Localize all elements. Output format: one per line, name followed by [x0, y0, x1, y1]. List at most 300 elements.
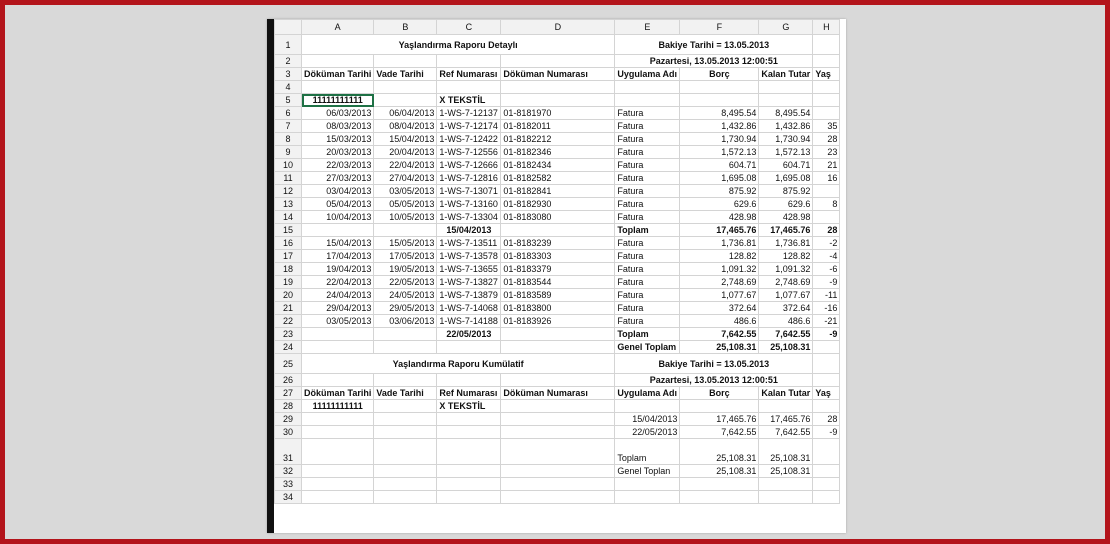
row-number[interactable]: 22 — [275, 315, 302, 328]
data-cell[interactable]: Fatura — [615, 276, 680, 289]
data-cell[interactable]: 29/05/2013 — [374, 302, 437, 315]
cell[interactable] — [501, 55, 615, 68]
grand-total-label[interactable]: Genel Toplam — [615, 341, 680, 354]
total-yas[interactable]: 28 — [813, 224, 840, 237]
data-cell[interactable]: 10/05/2013 — [374, 211, 437, 224]
data-cell[interactable]: 428.98 — [680, 211, 759, 224]
cell[interactable] — [501, 400, 615, 413]
row-number[interactable]: 33 — [275, 478, 302, 491]
cell[interactable] — [501, 439, 615, 465]
cumulative-total-label[interactable]: Toplam — [615, 439, 680, 465]
cell[interactable] — [813, 465, 840, 478]
cell[interactable] — [615, 400, 680, 413]
cumulative-borc[interactable]: 7,642.55 — [680, 426, 759, 439]
row-number[interactable]: 24 — [275, 341, 302, 354]
cell[interactable] — [437, 413, 501, 426]
data-cell[interactable]: 1-WS-7-13578 — [437, 250, 501, 263]
row-number[interactable]: 19 — [275, 276, 302, 289]
cell[interactable] — [813, 35, 840, 55]
data-cell[interactable]: Fatura — [615, 289, 680, 302]
data-cell[interactable]: -4 — [813, 250, 840, 263]
row-number[interactable]: 9 — [275, 146, 302, 159]
cell[interactable] — [302, 426, 374, 439]
data-cell[interactable]: 24/04/2013 — [302, 289, 374, 302]
data-cell[interactable]: 128.82 — [759, 250, 813, 263]
cumulative-yas[interactable]: -9 — [813, 426, 840, 439]
balance-date[interactable]: Bakiye Tarihi = 13.05.2013 — [615, 35, 813, 55]
data-cell[interactable]: 8 — [813, 198, 840, 211]
row-number[interactable]: 2 — [275, 55, 302, 68]
header-cell[interactable]: Vade Tarihi — [374, 68, 437, 81]
data-cell[interactable]: Fatura — [615, 211, 680, 224]
data-cell[interactable]: 19/05/2013 — [374, 263, 437, 276]
data-cell[interactable]: 629.6 — [759, 198, 813, 211]
data-cell[interactable]: 428.98 — [759, 211, 813, 224]
data-cell[interactable]: 8,495.54 — [759, 107, 813, 120]
cell[interactable] — [437, 439, 501, 465]
data-cell[interactable]: 1-WS-7-13071 — [437, 185, 501, 198]
row-number[interactable]: 13 — [275, 198, 302, 211]
cell[interactable] — [680, 400, 759, 413]
header-cell[interactable]: Ref Numarası — [437, 387, 501, 400]
row-number[interactable]: 17 — [275, 250, 302, 263]
cell[interactable] — [615, 491, 680, 504]
header-cell[interactable]: Uygulama Adı — [615, 68, 680, 81]
data-cell[interactable]: Fatura — [615, 172, 680, 185]
data-cell[interactable]: 22/05/2013 — [374, 276, 437, 289]
data-cell[interactable]: 22/04/2013 — [374, 159, 437, 172]
header-cell[interactable]: Döküman Numarası — [501, 68, 615, 81]
cell[interactable] — [680, 478, 759, 491]
data-cell[interactable]: 1,736.81 — [680, 237, 759, 250]
data-cell[interactable]: 05/04/2013 — [302, 198, 374, 211]
data-cell[interactable]: -11 — [813, 289, 840, 302]
cell[interactable] — [813, 81, 840, 94]
header-cell[interactable]: Yaş — [813, 68, 840, 81]
data-cell[interactable]: 01-8182841 — [501, 185, 615, 198]
cell[interactable] — [759, 94, 813, 107]
data-cell[interactable] — [813, 107, 840, 120]
header-cell[interactable]: Vade Tarihi — [374, 387, 437, 400]
data-cell[interactable]: 1-WS-7-12137 — [437, 107, 501, 120]
account-name[interactable]: X TEKSTİL — [437, 94, 501, 107]
data-cell[interactable]: 27/04/2013 — [374, 172, 437, 185]
cell[interactable] — [302, 328, 374, 341]
data-cell[interactable]: 01-8182011 — [501, 120, 615, 133]
row-number[interactable]: 34 — [275, 491, 302, 504]
data-cell[interactable]: 01-8183800 — [501, 302, 615, 315]
data-cell[interactable]: 1,432.86 — [680, 120, 759, 133]
row-number[interactable]: 16 — [275, 237, 302, 250]
cumulative-grand-label[interactable]: Genel Toplan — [615, 465, 680, 478]
data-cell[interactable]: 1-WS-7-13879 — [437, 289, 501, 302]
grand-total-borc[interactable]: 25,108.31 — [680, 341, 759, 354]
data-cell[interactable]: 486.6 — [680, 315, 759, 328]
header-cell[interactable]: Borç — [680, 387, 759, 400]
data-cell[interactable]: -16 — [813, 302, 840, 315]
balance-date[interactable]: Bakiye Tarihi = 13.05.2013 — [615, 354, 813, 374]
data-cell[interactable]: 22/03/2013 — [302, 159, 374, 172]
data-cell[interactable]: 01-8183926 — [501, 315, 615, 328]
cell[interactable] — [813, 400, 840, 413]
data-cell[interactable]: 1-WS-7-12174 — [437, 120, 501, 133]
cell[interactable] — [302, 413, 374, 426]
cell[interactable] — [501, 328, 615, 341]
data-cell[interactable]: 1,695.08 — [759, 172, 813, 185]
header-cell[interactable]: Döküman Tarihi — [302, 387, 374, 400]
data-cell[interactable]: -9 — [813, 276, 840, 289]
header-cell[interactable]: Döküman Numarası — [501, 387, 615, 400]
row-number[interactable]: 31 — [275, 439, 302, 465]
data-cell[interactable]: 1-WS-7-12422 — [437, 133, 501, 146]
cell[interactable] — [302, 55, 374, 68]
report-datetime[interactable]: Pazartesi, 13.05.2013 12:00:51 — [615, 55, 813, 68]
row-number[interactable]: 30 — [275, 426, 302, 439]
cell[interactable] — [615, 478, 680, 491]
data-cell[interactable]: -2 — [813, 237, 840, 250]
row-number[interactable]: 8 — [275, 133, 302, 146]
column-header[interactable]: F — [680, 20, 759, 35]
data-cell[interactable]: 27/03/2013 — [302, 172, 374, 185]
row-number[interactable]: 18 — [275, 263, 302, 276]
data-cell[interactable]: Fatura — [615, 159, 680, 172]
cell[interactable] — [501, 413, 615, 426]
row-number[interactable]: 21 — [275, 302, 302, 315]
report-title[interactable]: Yaşlandırma Raporu Detaylı — [302, 35, 615, 55]
data-cell[interactable]: 01-8183080 — [501, 211, 615, 224]
column-header[interactable]: C — [437, 20, 501, 35]
data-cell[interactable]: 20/03/2013 — [302, 146, 374, 159]
row-number[interactable]: 6 — [275, 107, 302, 120]
data-cell[interactable]: 10/04/2013 — [302, 211, 374, 224]
data-cell[interactable]: 2,748.69 — [759, 276, 813, 289]
data-cell[interactable]: 2,748.69 — [680, 276, 759, 289]
data-cell[interactable]: 06/03/2013 — [302, 107, 374, 120]
data-cell[interactable]: 35 — [813, 120, 840, 133]
data-cell[interactable]: 1,091.32 — [680, 263, 759, 276]
data-cell[interactable]: -6 — [813, 263, 840, 276]
data-cell[interactable]: 01-8182212 — [501, 133, 615, 146]
data-cell[interactable]: 1,432.86 — [759, 120, 813, 133]
data-cell[interactable]: 604.71 — [759, 159, 813, 172]
cumulative-yas[interactable]: 28 — [813, 413, 840, 426]
total-label[interactable]: Toplam — [615, 224, 680, 237]
cell[interactable] — [501, 491, 615, 504]
data-cell[interactable]: 01-8183544 — [501, 276, 615, 289]
data-cell[interactable]: 1-WS-7-13511 — [437, 237, 501, 250]
data-cell[interactable]: 01-8182434 — [501, 159, 615, 172]
header-cell[interactable]: Yaş — [813, 387, 840, 400]
cumulative-total-borc[interactable]: 25,108.31 — [680, 439, 759, 465]
column-header[interactable]: H — [813, 20, 840, 35]
cumulative-kalan[interactable]: 17,465.76 — [759, 413, 813, 426]
data-cell[interactable]: 1,736.81 — [759, 237, 813, 250]
cell[interactable] — [374, 426, 437, 439]
data-cell[interactable]: 128.82 — [680, 250, 759, 263]
data-cell[interactable]: 1,695.08 — [680, 172, 759, 185]
header-cell[interactable]: Kalan Tutar — [759, 387, 813, 400]
data-cell[interactable]: 03/05/2013 — [302, 315, 374, 328]
cell[interactable] — [302, 465, 374, 478]
cell[interactable] — [680, 491, 759, 504]
data-cell[interactable]: 01-8181970 — [501, 107, 615, 120]
cell[interactable] — [374, 478, 437, 491]
data-cell[interactable]: 01-8183303 — [501, 250, 615, 263]
cumulative-borc[interactable]: 17,465.76 — [680, 413, 759, 426]
total-kalan[interactable]: 17,465.76 — [759, 224, 813, 237]
cell[interactable] — [501, 94, 615, 107]
row-number[interactable]: 23 — [275, 328, 302, 341]
data-cell[interactable]: 372.64 — [680, 302, 759, 315]
data-cell[interactable]: Fatura — [615, 198, 680, 211]
row-number[interactable]: 25 — [275, 354, 302, 374]
data-cell[interactable]: 23 — [813, 146, 840, 159]
cell[interactable] — [374, 94, 437, 107]
cell[interactable] — [759, 81, 813, 94]
cell[interactable] — [437, 491, 501, 504]
data-cell[interactable]: 05/05/2013 — [374, 198, 437, 211]
account-code[interactable]: 11111111111 — [302, 94, 374, 107]
cell[interactable] — [302, 81, 374, 94]
cell[interactable] — [437, 55, 501, 68]
data-cell[interactable]: 372.64 — [759, 302, 813, 315]
data-cell[interactable]: 03/06/2013 — [374, 315, 437, 328]
header-cell[interactable]: Uygulama Adı — [615, 387, 680, 400]
cell[interactable] — [374, 224, 437, 237]
total-kalan[interactable]: 7,642.55 — [759, 328, 813, 341]
select-all-corner[interactable] — [275, 20, 302, 35]
data-cell[interactable]: 1,572.13 — [680, 146, 759, 159]
data-cell[interactable]: 604.71 — [680, 159, 759, 172]
row-number[interactable]: 20 — [275, 289, 302, 302]
data-cell[interactable]: 01-8183379 — [501, 263, 615, 276]
column-header[interactable]: B — [374, 20, 437, 35]
column-header[interactable]: G — [759, 20, 813, 35]
data-cell[interactable]: 01-8183589 — [501, 289, 615, 302]
cumulative-title[interactable]: Yaşlandırma Raporu Kumülatif — [302, 354, 615, 374]
row-number[interactable]: 27 — [275, 387, 302, 400]
data-cell[interactable]: 19/04/2013 — [302, 263, 374, 276]
data-cell[interactable]: Fatura — [615, 237, 680, 250]
cell[interactable] — [437, 478, 501, 491]
data-cell[interactable]: 486.6 — [759, 315, 813, 328]
data-cell[interactable]: Fatura — [615, 263, 680, 276]
cumulative-grand-kalan[interactable]: 25,108.31 — [759, 465, 813, 478]
cell[interactable] — [813, 94, 840, 107]
data-cell[interactable] — [813, 185, 840, 198]
data-cell[interactable]: 17/04/2013 — [302, 250, 374, 263]
data-cell[interactable]: 01-8183239 — [501, 237, 615, 250]
row-number[interactable]: 32 — [275, 465, 302, 478]
cell[interactable] — [374, 465, 437, 478]
data-cell[interactable]: 01-8182582 — [501, 172, 615, 185]
data-cell[interactable]: 875.92 — [759, 185, 813, 198]
cell[interactable] — [437, 81, 501, 94]
data-cell[interactable]: 875.92 — [680, 185, 759, 198]
data-cell[interactable]: 06/04/2013 — [374, 107, 437, 120]
header-cell[interactable]: Borç — [680, 68, 759, 81]
cell[interactable] — [813, 341, 840, 354]
cell[interactable] — [501, 478, 615, 491]
cumulative-date[interactable]: 15/04/2013 — [615, 413, 680, 426]
data-cell[interactable]: 1-WS-7-13304 — [437, 211, 501, 224]
cell[interactable] — [374, 341, 437, 354]
cell[interactable] — [615, 81, 680, 94]
header-cell[interactable]: Döküman Tarihi — [302, 68, 374, 81]
account-name[interactable]: X TEKSTİL — [437, 400, 501, 413]
cell[interactable] — [374, 439, 437, 465]
group-date[interactable]: 15/04/2013 — [437, 224, 501, 237]
cumulative-grand-borc[interactable]: 25,108.31 — [680, 465, 759, 478]
data-cell[interactable]: 8,495.54 — [680, 107, 759, 120]
header-cell[interactable]: Ref Numarası — [437, 68, 501, 81]
row-number[interactable]: 4 — [275, 81, 302, 94]
cell[interactable] — [374, 400, 437, 413]
cell[interactable] — [302, 374, 374, 387]
column-header[interactable]: D — [501, 20, 615, 35]
data-cell[interactable]: 1,077.67 — [680, 289, 759, 302]
cell[interactable] — [501, 341, 615, 354]
data-cell[interactable]: Fatura — [615, 185, 680, 198]
group-date[interactable]: 22/05/2013 — [437, 328, 501, 341]
cell[interactable] — [437, 426, 501, 439]
cell[interactable] — [374, 413, 437, 426]
data-cell[interactable]: Fatura — [615, 146, 680, 159]
row-number[interactable]: 12 — [275, 185, 302, 198]
cell[interactable] — [759, 400, 813, 413]
data-cell[interactable]: 1-WS-7-14188 — [437, 315, 501, 328]
cell[interactable] — [302, 439, 374, 465]
data-cell[interactable]: 1,572.13 — [759, 146, 813, 159]
data-cell[interactable]: 629.6 — [680, 198, 759, 211]
data-cell[interactable]: 1-WS-7-13827 — [437, 276, 501, 289]
cumulative-total-kalan[interactable]: 25,108.31 — [759, 439, 813, 465]
cell[interactable] — [374, 81, 437, 94]
cell[interactable] — [615, 94, 680, 107]
data-cell[interactable]: Fatura — [615, 107, 680, 120]
data-cell[interactable]: 1-WS-7-12666 — [437, 159, 501, 172]
cell[interactable] — [374, 328, 437, 341]
cell[interactable] — [302, 341, 374, 354]
account-code[interactable]: 11111111111 — [302, 400, 374, 413]
data-cell[interactable]: Fatura — [615, 250, 680, 263]
data-cell[interactable]: 16 — [813, 172, 840, 185]
data-cell[interactable]: 1-WS-7-14068 — [437, 302, 501, 315]
row-number[interactable]: 26 — [275, 374, 302, 387]
data-cell[interactable]: 15/04/2013 — [374, 133, 437, 146]
cell[interactable] — [501, 81, 615, 94]
data-cell[interactable]: Fatura — [615, 120, 680, 133]
data-cell[interactable]: 1,730.94 — [759, 133, 813, 146]
data-cell[interactable]: Fatura — [615, 133, 680, 146]
row-number[interactable]: 14 — [275, 211, 302, 224]
report-datetime[interactable]: Pazartesi, 13.05.2013 12:00:51 — [615, 374, 813, 387]
row-number[interactable]: 29 — [275, 413, 302, 426]
cell[interactable] — [813, 491, 840, 504]
data-cell[interactable]: 29/04/2013 — [302, 302, 374, 315]
data-cell[interactable]: Fatura — [615, 315, 680, 328]
row-number[interactable]: 5 — [275, 94, 302, 107]
column-header[interactable]: E — [615, 20, 680, 35]
data-cell[interactable]: Fatura — [615, 302, 680, 315]
cell[interactable] — [437, 465, 501, 478]
cell[interactable] — [437, 341, 501, 354]
total-borc[interactable]: 17,465.76 — [680, 224, 759, 237]
total-label[interactable]: Toplam — [615, 328, 680, 341]
data-cell[interactable]: 24/05/2013 — [374, 289, 437, 302]
data-cell[interactable]: 15/03/2013 — [302, 133, 374, 146]
cell[interactable] — [813, 374, 840, 387]
data-cell[interactable]: 28 — [813, 133, 840, 146]
cell[interactable] — [501, 224, 615, 237]
cell[interactable] — [374, 491, 437, 504]
header-cell[interactable]: Kalan Tutar — [759, 68, 813, 81]
data-cell[interactable]: 08/04/2013 — [374, 120, 437, 133]
cell[interactable] — [759, 491, 813, 504]
data-cell[interactable]: 01-8182930 — [501, 198, 615, 211]
cell[interactable] — [680, 81, 759, 94]
row-number[interactable]: 28 — [275, 400, 302, 413]
grand-total-kalan[interactable]: 25,108.31 — [759, 341, 813, 354]
data-cell[interactable]: 03/04/2013 — [302, 185, 374, 198]
data-cell[interactable]: 1-WS-7-13160 — [437, 198, 501, 211]
row-number[interactable]: 11 — [275, 172, 302, 185]
data-cell[interactable]: 03/05/2013 — [374, 185, 437, 198]
data-cell[interactable] — [813, 211, 840, 224]
row-number[interactable]: 1 — [275, 35, 302, 55]
data-cell[interactable]: 08/03/2013 — [302, 120, 374, 133]
data-cell[interactable]: 17/05/2013 — [374, 250, 437, 263]
cell[interactable] — [501, 426, 615, 439]
cell[interactable] — [302, 478, 374, 491]
column-header[interactable]: A — [302, 20, 374, 35]
cell[interactable] — [680, 94, 759, 107]
cell[interactable] — [813, 55, 840, 68]
cell[interactable] — [302, 224, 374, 237]
cell[interactable] — [813, 478, 840, 491]
data-cell[interactable]: -21 — [813, 315, 840, 328]
row-number[interactable]: 10 — [275, 159, 302, 172]
data-cell[interactable]: 1-WS-7-12816 — [437, 172, 501, 185]
data-cell[interactable]: 1,091.32 — [759, 263, 813, 276]
cumulative-kalan[interactable]: 7,642.55 — [759, 426, 813, 439]
data-cell[interactable]: 1,077.67 — [759, 289, 813, 302]
cell[interactable] — [437, 374, 501, 387]
data-cell[interactable]: 20/04/2013 — [374, 146, 437, 159]
row-number[interactable]: 3 — [275, 68, 302, 81]
cell[interactable] — [374, 374, 437, 387]
cell[interactable] — [759, 478, 813, 491]
data-cell[interactable]: 01-8182346 — [501, 146, 615, 159]
data-cell[interactable]: 1-WS-7-13655 — [437, 263, 501, 276]
cell[interactable] — [302, 491, 374, 504]
cell[interactable] — [501, 465, 615, 478]
data-cell[interactable]: 21 — [813, 159, 840, 172]
data-cell[interactable]: 1,730.94 — [680, 133, 759, 146]
data-cell[interactable]: 1-WS-7-12556 — [437, 146, 501, 159]
row-number[interactable]: 7 — [275, 120, 302, 133]
row-number[interactable]: 15 — [275, 224, 302, 237]
cell[interactable] — [501, 374, 615, 387]
cumulative-date[interactable]: 22/05/2013 — [615, 426, 680, 439]
cell[interactable] — [813, 439, 840, 465]
total-yas[interactable]: -9 — [813, 328, 840, 341]
cell[interactable] — [374, 55, 437, 68]
data-cell[interactable]: 15/05/2013 — [374, 237, 437, 250]
total-borc[interactable]: 7,642.55 — [680, 328, 759, 341]
cell[interactable] — [813, 354, 840, 374]
data-cell[interactable]: 22/04/2013 — [302, 276, 374, 289]
